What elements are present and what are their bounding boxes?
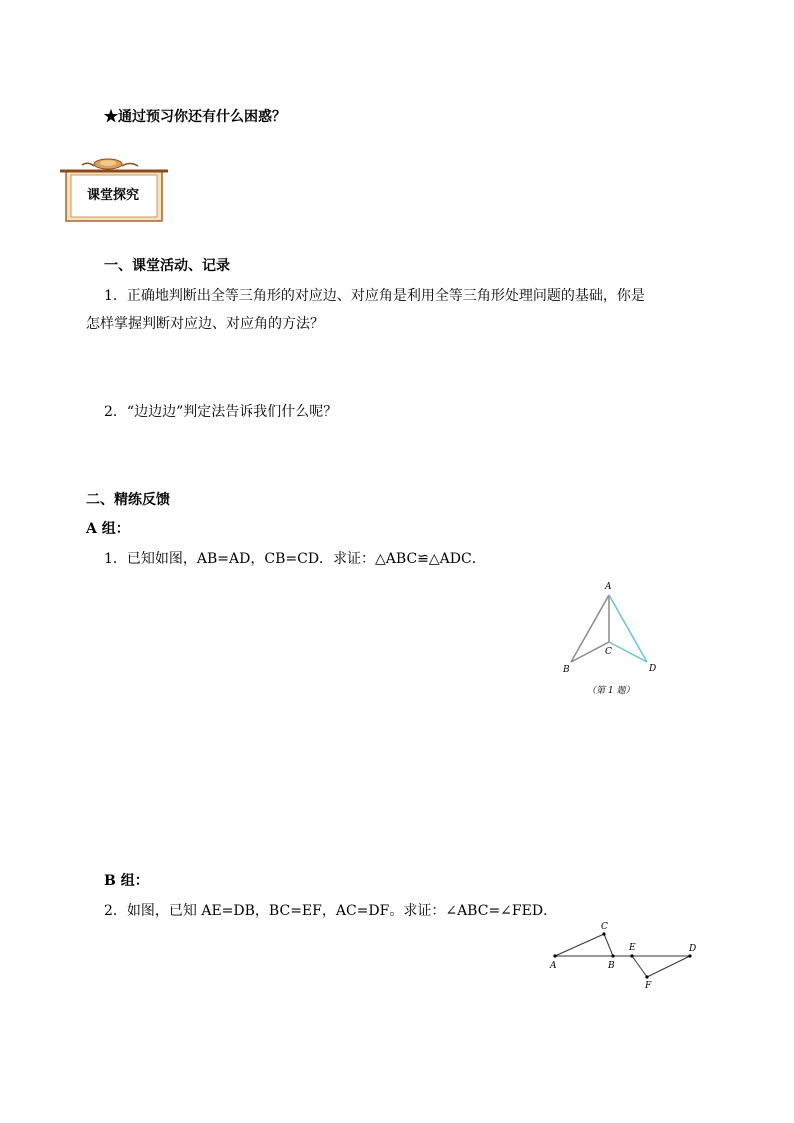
- question-1-line-2: 怎样掌握判断对应边、对应角的方法？: [86, 316, 324, 332]
- label-f: F: [645, 981, 652, 990]
- segment-cb: [604, 934, 613, 956]
- segment-ef: [632, 956, 647, 977]
- figure-1-caption: （第 1 题）: [587, 686, 635, 696]
- figure-1-triangles: [555, 578, 665, 700]
- banner-label: 课堂探究: [86, 188, 139, 203]
- question-1-line-1: 1．正确地判断出全等三角形的对应边、对应角是利用全等三角形处理问题的基础，你是: [104, 288, 645, 304]
- label-c: C: [601, 922, 608, 932]
- segment-fd: [647, 956, 690, 977]
- group-a-label: A 组：: [86, 521, 130, 537]
- label-d: D: [689, 944, 697, 954]
- figure-2-triangles: [545, 918, 705, 990]
- section1-heading: 一、课堂活动、记录: [104, 258, 230, 274]
- label-b: B: [563, 665, 570, 675]
- label-a: A: [550, 961, 557, 971]
- exercise-a1: 1．已知如图，AB=AD，CB=CD．求证：△ABC≌△ADC．: [104, 551, 486, 567]
- group-b-label: B 组：: [104, 873, 149, 889]
- label-a: A: [605, 582, 612, 592]
- exercise-b2: 2．如图，已知 AE=DB，BC=EF，AC=DF。求证：∠ABC=∠FED．: [104, 903, 558, 919]
- label-d: D: [649, 664, 657, 674]
- section2-heading: 二、精练反馈: [86, 492, 170, 508]
- label-c: C: [605, 647, 612, 657]
- question-2: 2．“边边边”判定法告诉我们什么呢？: [104, 404, 338, 420]
- preview-question: ★通过预习你还有什么困惑？: [104, 109, 286, 125]
- label-b: B: [608, 961, 615, 971]
- label-e: E: [629, 943, 636, 953]
- segment-ac: [555, 934, 604, 956]
